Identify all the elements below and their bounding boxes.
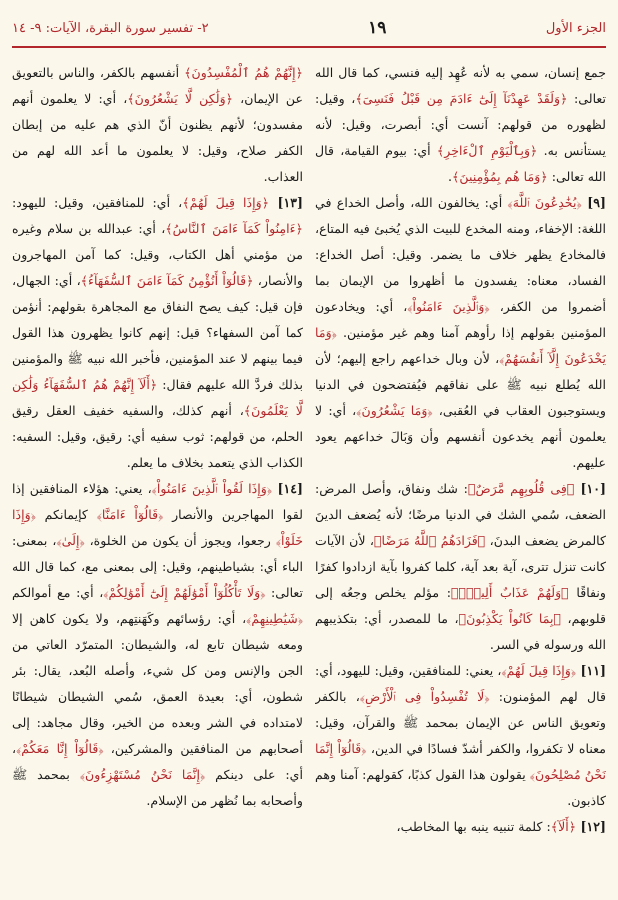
quran-verse: ﴿ءَامِنُواْ كَمَآ ءَامَنَ ٱلنَّاسُ﴾ [165,221,303,236]
commentary-text: جمع إنسان، سمي به لأنه عُهِد إليه فنسي، كما قال الله تعالى: [315,65,606,106]
commentary-text: ، لأن وبال خداعهم راجع إليهم؛ لأن الله يُطلع نبيه ﷺ على نفاقهم فيُفتضحون في الدنيا ويستوجبون العقاب في العُقبى، [315,351,606,418]
commentary-text: ، أي: الجهال، فإن قيل: كيف يصح النفاق مع المجاهرة بقولهم: أنؤمن كما آمن السفهاء؟ قيل: إنهم كانوا يظهرون هذا القول فيما بينهم لا عند المؤمنين، فأخبر الله نبيه ﷺ والمؤمنين بذلك فردَّ الله عليهم فقال: [12,273,303,392]
quran-verse: ﴿فِى قُلُوبِهِم مَّرَضٌ﴾ [467,481,575,496]
commentary-text: ، ما للمصدر، أي: بتكذيبهم الله ورسوله في السر. [315,611,606,652]
quran-verse: ﴿وَإِذَا قِيلَ لَهُمْ﴾ [501,663,577,678]
quran-verse: ﴿فَزَادَهُمُ ٱللَّهُ مَرَضًا﴾ [373,533,486,548]
quran-verse: ﴿قَالُوٓاْ ءَامَنَّا﴾ [96,507,164,522]
quran-verse: ﴿وَإِذَا خَلَوْاْ﴾ [12,507,303,548]
commentary-text: ، أي: مع أموالكم [12,585,104,600]
header-part-label: الجزء الأول [545,20,606,36]
quran-verse: ﴿شَيَٰطِينِهِمْ﴾ [246,611,303,626]
commentary-text: أنفسهم بالكفر، والناس بالتعويق عن الإيمان، [12,65,303,106]
header-section-label: ٢- تفسير سورة البقرة، الآيات: ٩- ١٤ [12,20,209,36]
quran-verse: ﴿إِنَّهُمْ هُمُ ٱلْمُفْسِدُونَ﴾ [184,65,303,80]
quran-verse: ﴿أَلَآ إِنَّهُمْ هُمُ ٱلسُّفَهَآءُ وَلَٰكِن لَّا يَعْلَمُونَ﴾ [12,377,303,418]
quran-verse: ﴿وَلَهُمْ عَذَابٌ أَلِيمٌۢ﴾ [450,585,569,600]
commentary-text: رجعوا، ويجوز أن يكون من الخلوة، [84,533,276,548]
left-column [12,60,303,892]
commentary-text: ، أي: للمنافقين، وقيل: لليهود: [12,195,183,210]
quran-verse: ﴿وَإِذَا قِيلَ لَهُمْ﴾ [182,195,270,210]
paragraph [315,60,606,190]
quran-verse: ﴿يُخَٰدِعُونَ ٱللَّهَ﴾ [507,195,582,210]
quran-verse: ﴿أَلَآ﴾ [550,819,577,834]
quran-verse: ﴿وَإِذَا لَقُواْ ٱلَّذِينَ ءَامَنُواْ﴾ [151,481,273,496]
commentary-text: ، أي: عبدالله بن سلام وغيره من مؤمني أهل الكتاب، وقيل: كما آمن المهاجرون والأنصار، [12,221,303,288]
commentary-text: ، وقيل: لظهوره من قولهم: آنست أي: أبصرت، وقيل: لأنه يستأنس به. [315,91,606,158]
paragraph [315,190,606,476]
quran-verse: ﴿وَمَا يَخْدَعُونَ إِلَّآ أَنفُسَهُمْ﴾ [315,325,606,366]
paragraph [315,814,606,840]
quran-verse: ﴿قَالُوٓاْ إِنَّا مَعَكُمْ﴾ [16,741,104,756]
commentary-text: كإيمانكم [35,507,97,522]
text-columns [12,60,606,892]
paragraph [315,476,606,658]
verse-number: [١٢] [576,819,606,834]
commentary-text: ، لأن الآيات كانت تنزل تترى، آية بعد آية، كلما كفروا بآية ازدادوا كفرًا ونفاقًا [315,533,606,600]
commentary-text: ، بمعنى: الباء أي: بشياطينهم، وقيل: إلى بمعنى مع، كما قال الله تعالى: [12,533,303,600]
quran-verse: ﴿وَبِٱلْيَوْمِ ٱلْءَاخِرِ﴾ [436,143,538,158]
verse-number: [٩] [581,195,606,210]
right-column [315,60,606,892]
paragraph [12,60,303,190]
commentary-text: ، يعني: هؤلاء المنافقين إذا لقوا المهاجرين والأنصار [12,481,303,522]
commentary-text: ، أي: على دينكم [12,741,303,782]
commentary-text: أي: بيوم القيامة، قال الله تعالى: [315,143,606,184]
page-number: ١٩ [368,18,387,38]
quran-verse: ﴿وَلَقَدْ عَهِدْنَآ إِلَىٰٓ ءَادَمَ مِن قَبْلُ فَنَسِىَ﴾ [355,91,568,106]
quran-verse: ﴿وَلَٰكِن لَّا يَشْعُرُونَ﴾ [127,91,234,106]
commentary-text: ، يعني: للمنافقين، وقيل: لليهود، أي: قال لهم المؤمنون: [315,663,606,704]
quran-verse: ﴿قَالُوٓاْ أَنُؤْمِنُ كَمَآ ءَامَنَ ٱلسُّفَهَآءُ﴾ [80,273,254,288]
quran-verse: ﴿إِنَّمَا نَحْنُ مُسْتَهْزِءُونَ﴾ [79,767,206,782]
commentary-text: ، بالكفر وتعويق الناس عن الإيمان بمحمد ﷺ والقرآن، وقيل: معناه لا تكفروا، والكفر أشدّ فسادًا في الدين، [315,689,606,756]
commentary-text: . [448,169,453,184]
commentary-text: ، أي: لا يعلمون أنهم يخدعون أنفسهم وأن وَبَالَ خداعهم يعود عليهم. [315,403,606,470]
verse-number: [١٤] [272,481,303,496]
commentary-text: ، أي: لا يعلمون أنهم مفسدون؛ لأنهم يظنون أنّ الذي هم عليه من إبطان الكفر صلاح، وقيل: لا يعلمون ما أعد الله لهم من العذاب. [12,91,303,184]
quran-verse: ﴿إِلَىٰ﴾ [56,533,85,548]
commentary-text: : شك ونفاق، وأصل المرض: الضعف، سُمي الشك في الدنيا مرضًا؛ لأنه يُضعف الدينَ كالمرض يضعف البدنَ، [315,481,606,548]
commentary-text: بمحمد ﷺ وأصحابه بما نُظهر من الإسلام. [12,767,303,808]
verse-number: [١٠] [574,481,606,496]
verse-number: [١١] [576,663,606,678]
quran-verse: ﴿بِمَا كَانُواْ يَكْذِبُونَ﴾ [458,611,562,626]
quran-verse: ﴿وَلَا تَأْكُلُوٓاْ أَمْوَٰلَهُمْ إِلَىٰٓ أَمْوَٰلِكُمْ﴾ [103,585,266,600]
commentary-text: : مؤلم يخلص وجعُه إلى قلوبهم، [315,585,606,626]
quran-verse: ﴿لَا تُفْسِدُواْ فِى ٱلْأَرْضِ﴾ [359,689,490,704]
quran-verse: ﴿وَٱلَّذِينَ ءَامَنُواْ﴾ [407,299,490,314]
commentary-text: أي: يخالفون الله، وأصل الخداع في اللغة: الإخفاء، ومنه المخدع للبيت الذي يُخبئ فيه المتاع، فالمخادع يظهر خلاف ما يضمر. وقيل: أصل الخداع: الفساد، معناه: يفسدون ما أظهروا من الإيمان بما أضمروا من الكفر، [315,195,606,314]
quran-verse: ﴿قَالُوٓاْ إِنَّمَا نَحْنُ مُصْلِحُونَ﴾ [315,741,606,782]
paragraph [315,658,606,814]
header-rule [12,46,606,48]
commentary-text: ، أي: رؤسائهم وكَهَنتِهم، ولا يكون كاهن إلا ومعه شيطان تابع له، والشيطان: المتمرّد العاتي من الجن والإنس ومن كل شيء، وأصله البُعد، يقال: بئر شطون، أي: بعيدة العمق، سُمي الشيطان شيطانًا لامتداده في الشر وبعده من الخير، وقال مجاهد: إلى أصحابهم من المنافقين والمشركين، [12,611,303,756]
paragraph [12,190,303,476]
commentary-text: ، أي: ويخادعون المؤمنين بقولهم إذا رأوهم آمنا وهم غير مؤمنين. [315,299,606,340]
paragraph [12,476,303,814]
quran-verse: ﴿وَمَا هُم بِمُؤْمِنِينَ﴾ [452,169,548,184]
verse-number: [١٣] [269,195,303,210]
commentary-text: يقولون هذا القول كذبًا، كقولهم: آمنا وهم كاذبون. [315,767,606,808]
page-header [12,0,606,56]
commentary-text: ، أنهم كذلك، والسفيه خفيف العقل رقيق الحلم، من قولهم: ثوب سفيه أي: رقيق، وقيل: السفيه: الكذاب الذي يتعمد بخلاف ما يعلم. [12,403,303,470]
commentary-text: : كلمة تنبيه ينبه بها المخاطب، [396,819,551,834]
quran-verse: ﴿وَمَا يَشْعُرُونَ﴾ [356,403,433,418]
